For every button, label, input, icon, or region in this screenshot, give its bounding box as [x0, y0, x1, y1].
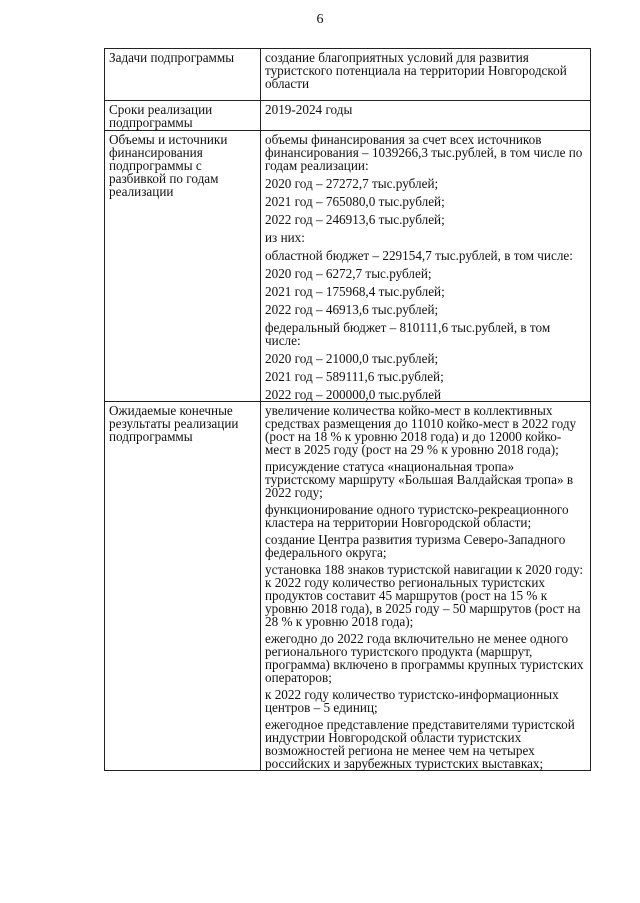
table-row	[105, 101, 591, 131]
list-item: 2020 год – 21000,0 тыс.рублей;	[265, 351, 439, 366]
list-item: 2021 год – 175968,4 тыс.рублей;	[265, 284, 445, 299]
list-item: присуждение статуса «национальная тропа» туристскому маршруту «Большая Валдайская тропа» в 2022 году;	[265, 459, 574, 500]
subprogram-passport-table	[104, 48, 591, 771]
row-content	[261, 402, 591, 771]
page-number: 6	[316, 12, 324, 27]
list-item: 2022 год – 46913,6 тыс.рублей;	[265, 302, 439, 317]
list-item: ежегодно до 2022 года включительно не менее одного регионального туристского продукта (маршрут, программа) включено в программы крупных туристских операторов;	[265, 631, 584, 685]
list-item: 2019-2024 годы	[265, 102, 353, 117]
list-item: 2021 год – 589111,6 тыс.рублей;	[265, 369, 444, 384]
list-item: 2021 год – 765080,0 тыс.рублей;	[265, 194, 445, 209]
list-item: функционирование одного туристско-рекреационного кластера на территории Новгородской области;	[265, 502, 569, 530]
row-content	[261, 101, 591, 131]
list-item: к 2022 году количество туристско-информационных центров – 5 единиц;	[265, 687, 559, 715]
list-item: 2022 год – 246913,6 тыс.рублей;	[265, 212, 445, 227]
list-item: 2020 год – 27272,7 тыс.рублей;	[265, 176, 439, 191]
row-label: Сроки реализации подпрограммы	[105, 101, 261, 131]
table-row	[105, 49, 591, 101]
list-item: из них:	[265, 230, 305, 245]
row-content	[261, 49, 591, 101]
list-item: ежегодное представление представителями туристской индустрии Новгородской области туристских возможностей региона не менее чем на четырех российских и зарубежных туристских выставках;	[265, 717, 575, 771]
row-label: Объемы и источники финансирования подпрограммы с разбивкой по годам реализации	[105, 131, 261, 402]
list-item: 2022 год – 200000,0 тыс.рублей	[265, 387, 442, 402]
list-item: областной бюджет – 229154,7 тыс.рублей, в том числе:	[265, 248, 573, 263]
list-item: создание благоприятных условий для развития туристского потенциала на территории Новгородской области	[265, 50, 567, 91]
list-item: объемы финансирования за счет всех источников финансирования – 1039266,3 тыс.рублей, в том числе по годам реализации:	[265, 132, 583, 173]
row-content	[261, 131, 591, 402]
list-item: увеличение количества койко-мест в коллективных средствах размещения до 11010 койко-мест в 2022 году (рост на 18 % к уровню 2018 года) и до 12000 койко-мест в 2025 году (рост на 29 % к уровню 2018 года);	[265, 403, 577, 457]
row-label: Задачи подпрограммы	[105, 49, 261, 101]
list-item: 2020 год – 6272,7 тыс.рублей;	[265, 266, 432, 281]
row-label: Ожидаемые конечные результаты реализации подпрограммы	[105, 402, 261, 771]
table-row	[105, 131, 591, 402]
list-item: установка 188 знаков туристской навигации к 2020 году: к 2022 году количество региональных туристских продуктов составит 45 маршрутов (рост на 15 % к уровню 2018 года), в 2025 году – 50 маршрутов (рост на 28 % к уровню 2018 года);	[265, 562, 584, 629]
list-item: федеральный бюджет – 810111,6 тыс.рублей, в том числе:	[265, 320, 551, 348]
table-row	[105, 402, 591, 771]
list-item: создание Центра развития туризма Северо-Западного федерального округа;	[265, 532, 566, 560]
